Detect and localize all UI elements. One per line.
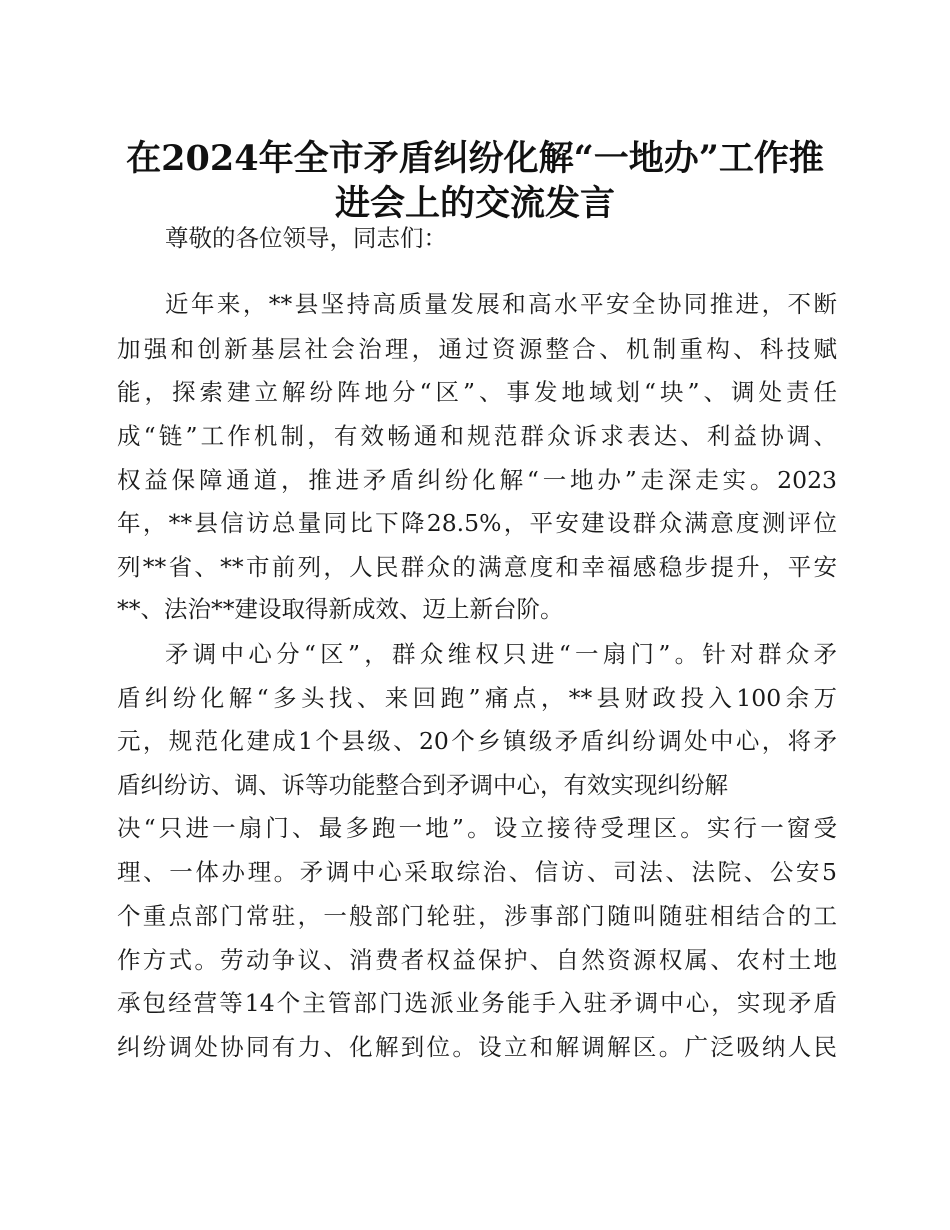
- paragraph-line: 元，规范化建成1个县级、20个乡镇级矛盾纠纷调处中心，将矛: [117, 727, 837, 755]
- paragraph-line: 矛调中心分“区”，群众维权只进“一扇门”。针对群众矛: [165, 640, 837, 668]
- paragraph-line: **、法治**建设取得新成效、迈上新台阶。: [117, 595, 564, 623]
- paragraph-line: 权益保障通道，推进矛盾纠纷化解“一地办”走深走实。2023: [117, 466, 837, 494]
- paragraph-line: 年，**县信访总量同比下降28.5%，平安建设群众满意度测评位: [117, 509, 837, 537]
- paragraph-line: 能，探索建立解纷阵地分“区”、事发地域划“块”、调处责任: [117, 378, 837, 406]
- paragraph-line: 作方式。劳动争议、消费者权益保护、自然资源权属、农村土地: [117, 946, 837, 974]
- paragraph-line: 成“链”工作机制，有效畅通和规范群众诉求表达、利益协调、: [117, 422, 837, 450]
- paragraph-line: 决“只进一扇门、最多跑一地”。设立接待受理区。实行一窗受: [117, 814, 837, 842]
- paragraph-line: 个重点部门常驻，一般部门轮驻，涉事部门随叫随驻相结合的工: [117, 902, 837, 930]
- paragraph-line: 加强和创新基层社会治理，通过资源整合、机制重构、科技赋: [117, 335, 837, 363]
- paragraph-line: 承包经营等14个主管部门选派业务能手入驻矛调中心，实现矛盾: [117, 989, 837, 1017]
- paragraph-line: 盾纠纷访、调、诉等功能整合到矛调中心，有效实现纠纷解: [117, 771, 728, 799]
- paragraph-line: 理、一体办理。矛调中心采取综治、信访、司法、法院、公安5: [117, 858, 837, 886]
- paragraph-line: 列**省、**市前列，人民群众的满意度和幸福感稳步提升，平安: [117, 553, 837, 581]
- paragraph-line: 盾纠纷化解“多头找、来回跑”痛点，**县财政投入100余万: [117, 684, 837, 712]
- paragraph-line: 近年来，**县坚持高质量发展和高水平安全协同推进，不断: [165, 290, 837, 318]
- paragraph-line: 纠纷调处协同有力、化解到位。设立和解调解区。广泛吸纳人民: [117, 1033, 837, 1061]
- document-title-line-2: 进会上的交流发言: [334, 183, 615, 224]
- document-title-line-1: 在2024年全市矛盾纠纷化解“一地办”工作推: [126, 138, 824, 179]
- salutation: 尊敬的各位领导，同志们：: [165, 224, 447, 252]
